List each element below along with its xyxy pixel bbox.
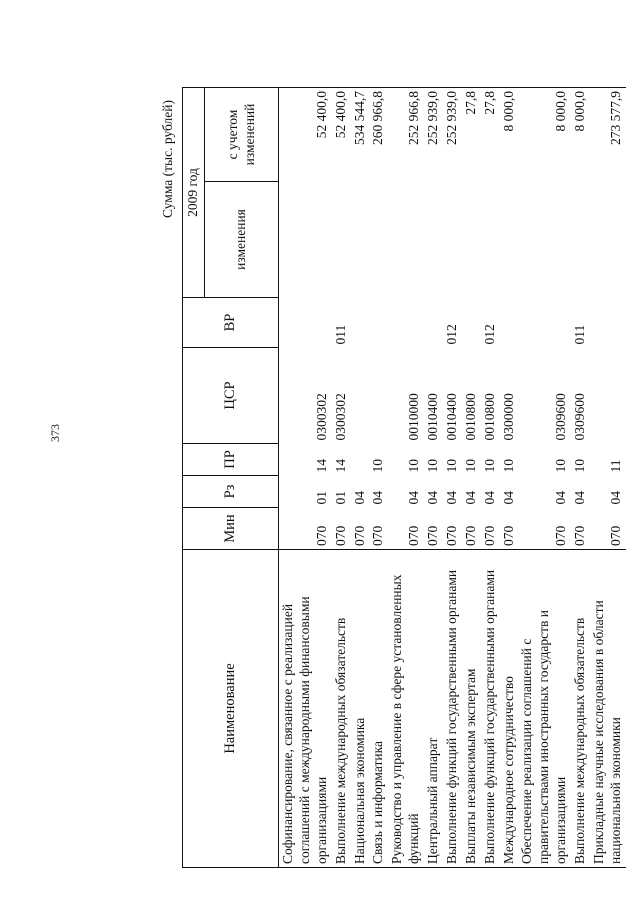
cell-total: 252 939,0 — [424, 88, 443, 182]
cell-rz: 04 — [370, 491, 386, 505]
table-row — [443, 88, 462, 868]
table-row — [481, 88, 500, 868]
cell-name: Связь и информатика — [369, 550, 388, 868]
units-caption: Сумма (тыс. рублей) — [160, 100, 175, 218]
header-with-changes: с учетом изменений — [205, 88, 279, 182]
cell-total: 8 000,0 — [518, 88, 571, 182]
cell-vr — [518, 298, 571, 348]
cell-changes — [571, 182, 590, 298]
table-body — [279, 88, 626, 868]
cell-total: 260 966,8 — [369, 88, 388, 182]
cell-min: 070 — [462, 525, 478, 546]
budget-table — [182, 87, 626, 868]
cell-csr: 0010800 — [462, 393, 478, 441]
cell-rz: 04 — [462, 491, 478, 505]
cell-csr: 0010800 — [481, 393, 497, 441]
header-changes: изменения — [205, 182, 279, 298]
cell-pr: 10 — [481, 459, 497, 473]
header-min: Мин — [183, 508, 279, 550]
table-row — [500, 88, 519, 868]
header-rz: Рз — [183, 476, 279, 508]
cell-vr: 011 — [332, 324, 348, 345]
table-header — [183, 88, 279, 868]
header-name: Наименование — [183, 550, 279, 868]
cell-changes — [388, 182, 424, 298]
table-row — [369, 88, 388, 868]
cell-rz: 04 — [572, 491, 587, 505]
cell-changes — [518, 182, 571, 298]
cell-total: 27,8 — [481, 88, 500, 182]
header-vr: ВР — [183, 298, 279, 348]
cell-pr: 10 — [462, 459, 478, 473]
cell-total: 27,8 — [462, 88, 481, 182]
cell-vr: 011 — [572, 324, 587, 345]
cell-csr: 0300000 — [500, 393, 516, 441]
table-row — [424, 88, 443, 868]
cell-name: Выполнение функций государственными органами — [481, 550, 500, 868]
cell-csr: 0010400 — [443, 393, 459, 441]
cell-pr — [351, 444, 370, 476]
table-row — [462, 88, 481, 868]
table-row — [518, 88, 571, 868]
cell-rz: 04 — [481, 491, 497, 505]
table-row — [351, 88, 370, 868]
cell-name: Выплаты независимым экспертам — [462, 550, 481, 868]
cell-vr — [279, 298, 332, 348]
cell-csr: 0309600 — [553, 393, 569, 441]
cell-min: 070 — [332, 525, 348, 546]
cell-min: 070 — [572, 525, 587, 546]
cell-total: 8 000,0 — [571, 88, 590, 182]
table-row — [279, 88, 332, 868]
cell-min: 070 — [313, 525, 329, 546]
table-row — [388, 88, 424, 868]
cell-name: Национальная экономика — [351, 550, 370, 868]
cell-changes — [462, 182, 481, 298]
cell-changes — [424, 182, 443, 298]
header-csr: ЦСР — [183, 348, 279, 444]
cell-name: Центральный аппарат — [424, 550, 443, 868]
cell-csr: 0300302 — [313, 393, 329, 441]
cell-vr — [369, 298, 388, 348]
cell-rz: 04 — [351, 491, 367, 505]
cell-name: Выполнение функций государственными органами — [443, 550, 462, 868]
cell-csr: 0010000 — [406, 393, 422, 441]
cell-min: 070 — [351, 525, 367, 546]
cell-pr: 10 — [553, 459, 569, 473]
header-pr: ПР — [183, 444, 279, 476]
table-row — [571, 88, 590, 868]
cell-vr — [351, 298, 370, 348]
cell-min: 070 — [425, 525, 440, 546]
cell-rz: 01 — [313, 491, 329, 505]
cell-changes — [481, 182, 500, 298]
cell-name: Выполнение международных обязательств — [571, 550, 590, 868]
cell-name: Выполнение международных обязательств — [332, 550, 351, 868]
cell-pr: 10 — [443, 459, 459, 473]
cell-csr: 0010400 — [425, 393, 440, 441]
cell-csr: 0309600 — [572, 393, 587, 441]
cell-pr: 14 — [332, 459, 348, 473]
cell-pr: 10 — [500, 459, 516, 473]
cell-vr — [500, 298, 519, 348]
cell-name: Софинансирование, связанное с реализацией соглашений с международными финансовыми организациями — [279, 550, 332, 868]
page-number: 373 — [48, 424, 62, 442]
cell-total: 252 966,8 — [388, 88, 424, 182]
cell-rz: 04 — [607, 491, 623, 505]
cell-changes — [332, 182, 351, 298]
cell-pr: 10 — [425, 459, 440, 473]
cell-min: 070 — [370, 525, 386, 546]
cell-pr: 10 — [370, 459, 386, 473]
cell-vr — [388, 298, 424, 348]
cell-total: 252 939,0 — [443, 88, 462, 182]
cell-vr — [462, 298, 481, 348]
cell-rz: 04 — [500, 491, 516, 505]
cell-total: 273 577,9 — [590, 88, 626, 182]
cell-total: 534 544,7 — [351, 88, 370, 182]
cell-min: 070 — [443, 525, 459, 546]
cell-csr — [369, 348, 388, 444]
rotated-page-content — [160, 88, 623, 868]
cell-csr — [351, 348, 370, 444]
cell-changes — [351, 182, 370, 298]
cell-total: 8 000,0 — [500, 88, 519, 182]
cell-min: 070 — [553, 525, 569, 546]
cell-rz: 04 — [425, 491, 440, 505]
cell-rz: 01 — [332, 491, 348, 505]
cell-pr: 10 — [572, 459, 587, 473]
cell-rz: 04 — [406, 491, 422, 505]
cell-name: Международное сотрудничество — [500, 550, 519, 868]
cell-name: Прикладные научные исследования в области национальной экономики — [590, 550, 626, 868]
cell-changes — [369, 182, 388, 298]
cell-pr: 11 — [607, 459, 623, 473]
cell-vr — [424, 298, 443, 348]
cell-min: 070 — [481, 525, 497, 546]
cell-min: 070 — [406, 525, 422, 546]
table-row — [332, 88, 351, 868]
cell-vr — [590, 298, 626, 348]
cell-rz: 04 — [443, 491, 459, 505]
cell-changes — [500, 182, 519, 298]
cell-vr: 012 — [481, 324, 497, 345]
cell-min: 070 — [607, 525, 623, 546]
cell-pr: 14 — [313, 459, 329, 473]
cell-min: 070 — [500, 525, 516, 546]
table-row — [590, 88, 626, 868]
cell-name: Руководство и управление в сфере установленных функций — [388, 550, 424, 868]
cell-csr: 0300302 — [332, 393, 348, 441]
cell-changes — [590, 182, 626, 298]
cell-changes — [443, 182, 462, 298]
cell-total: 52 400,0 — [332, 88, 351, 182]
cell-rz: 04 — [553, 491, 569, 505]
header-year: 2009 год — [183, 88, 205, 298]
cell-total: 52 400,0 — [279, 88, 332, 182]
cell-name: Обеспечение реализации соглашений с правительствами иностранных государств и организациями — [518, 550, 571, 868]
cell-vr: 012 — [443, 324, 459, 345]
cell-csr — [590, 348, 626, 444]
cell-pr: 10 — [406, 459, 422, 473]
cell-changes — [279, 182, 332, 298]
